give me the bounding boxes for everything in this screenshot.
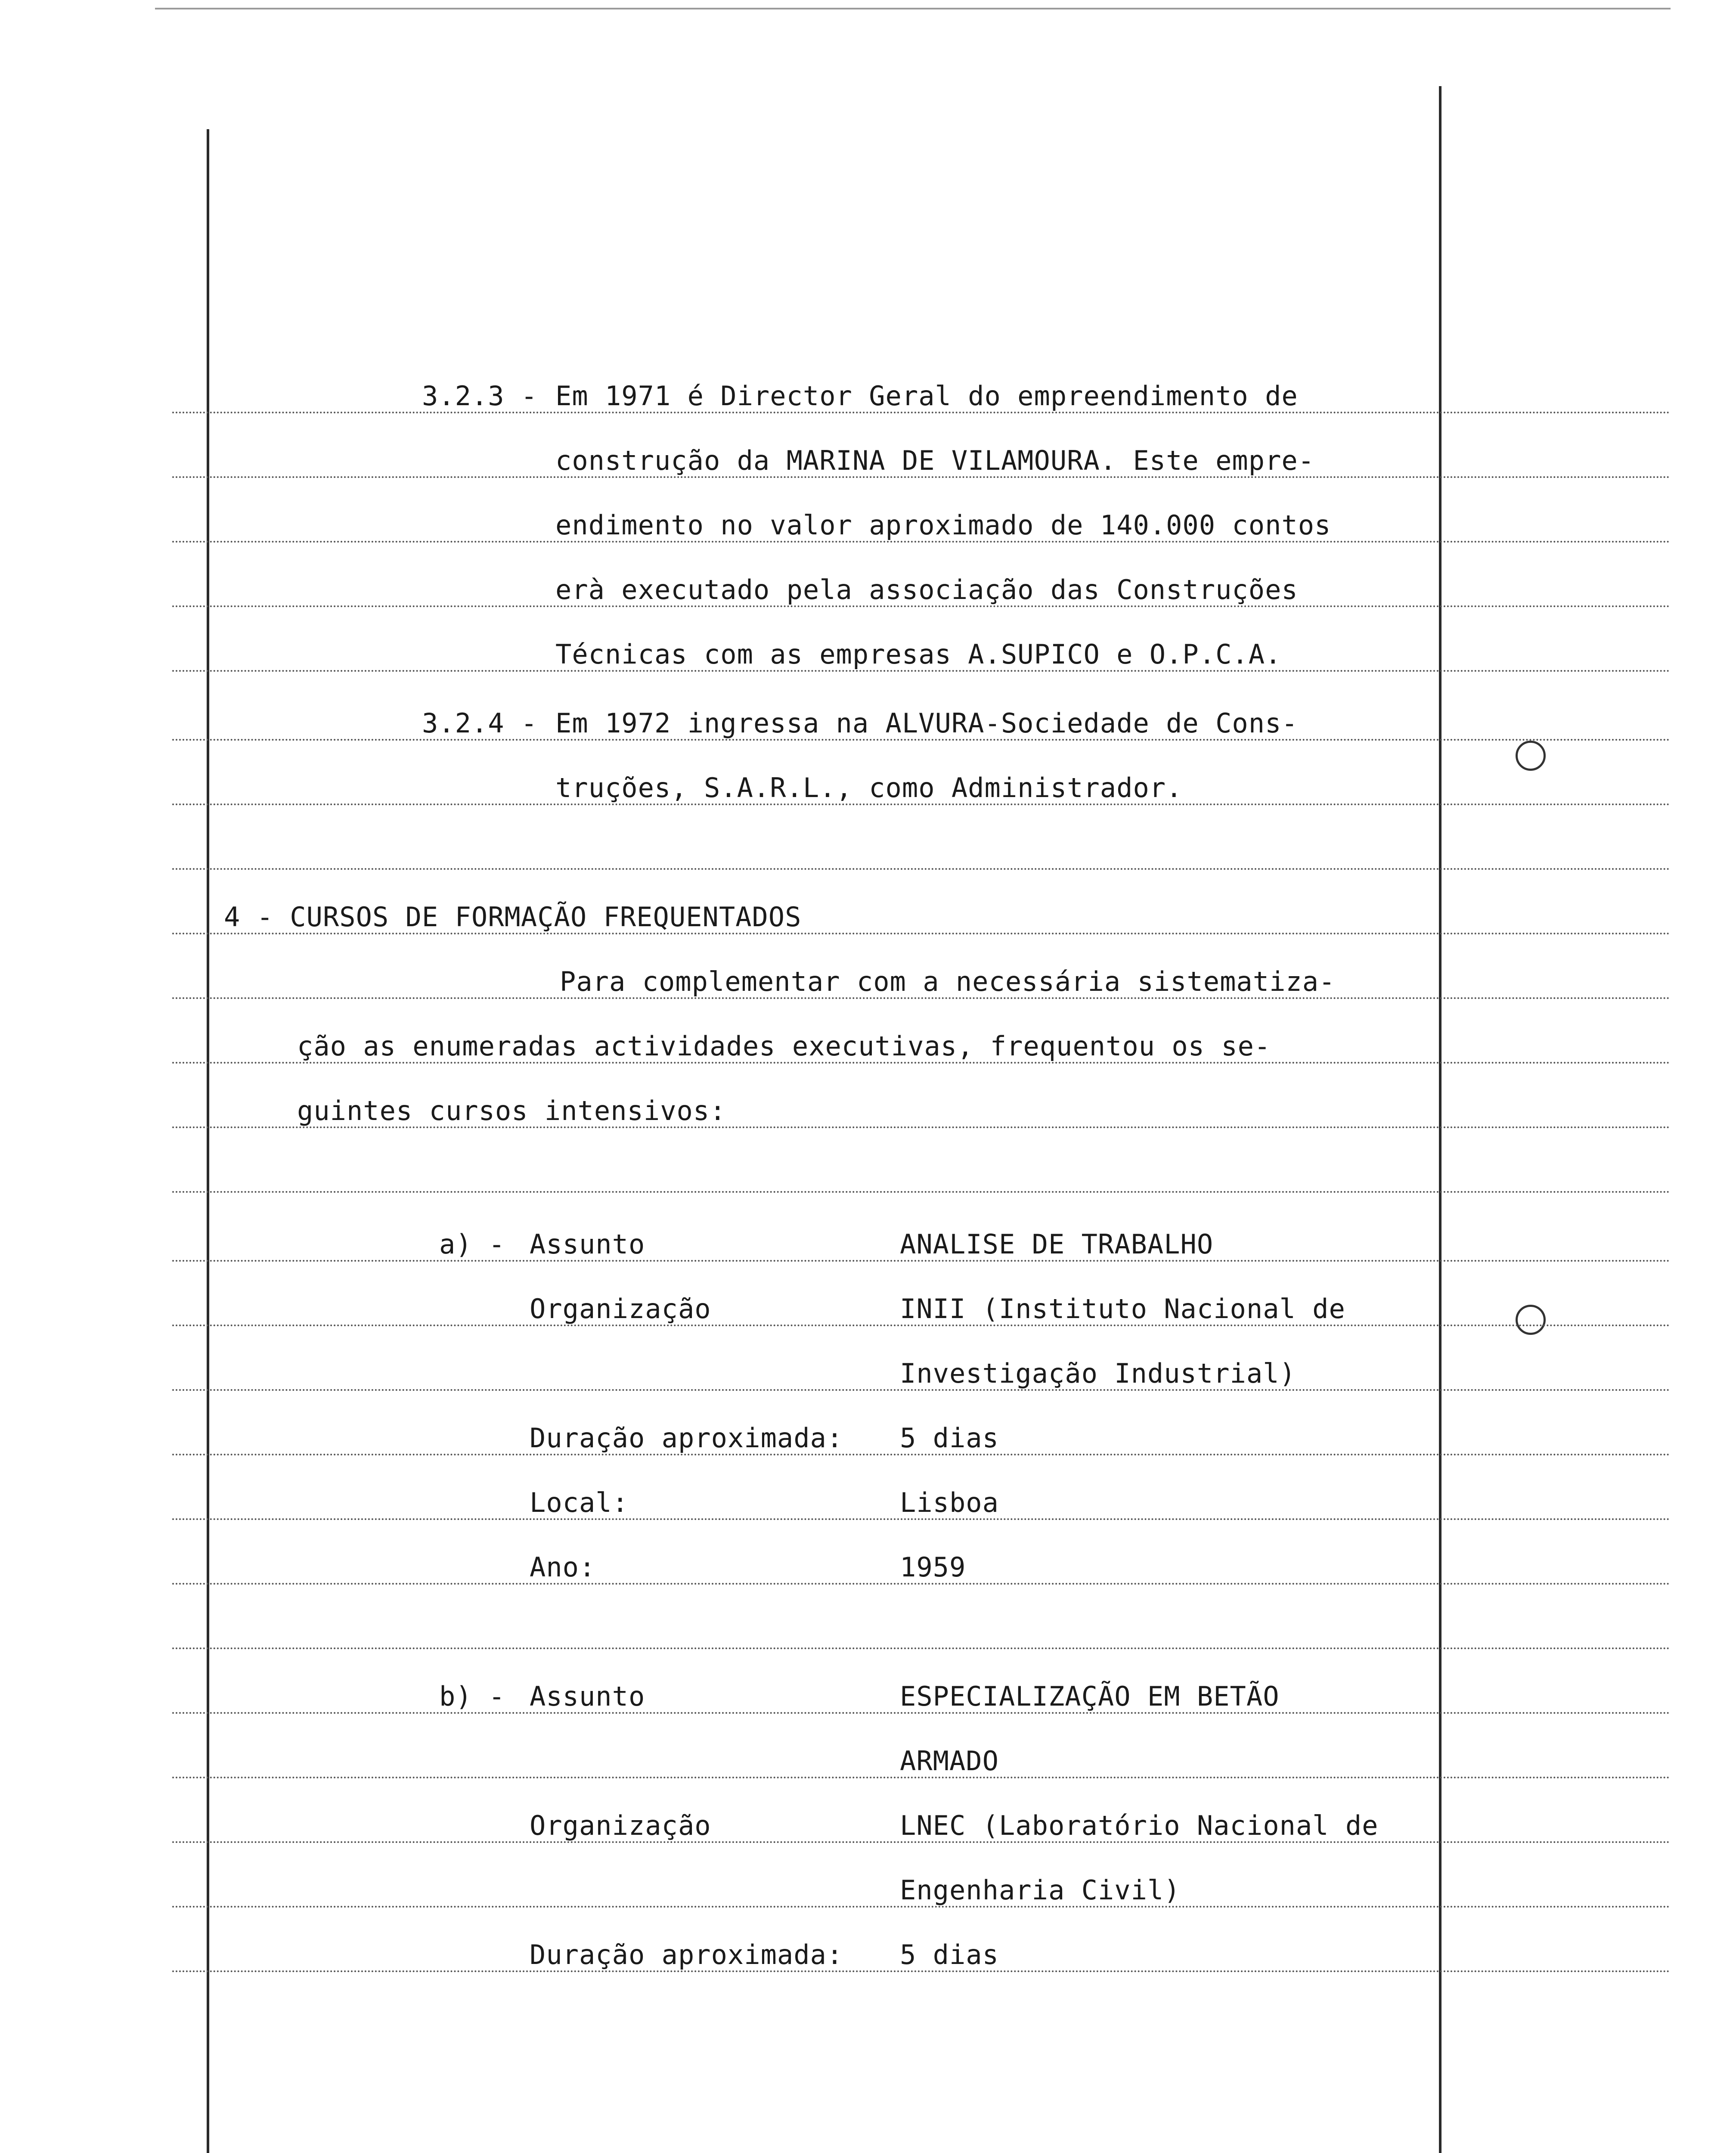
field-value: 5 dias — [900, 1422, 999, 1454]
intro-text-line: Para complementar com a necessária sistematiza- — [560, 966, 1336, 997]
right-margin-line — [1439, 86, 1442, 2153]
field-value: Lisboa — [900, 1487, 999, 1518]
field-value: Investigação Industrial) — [900, 1358, 1296, 1389]
field-value: ANALISE DE TRABALHO — [900, 1229, 1214, 1260]
item-number: 3.2.4 - — [422, 707, 538, 739]
section-heading: 4 - CURSOS DE FORMAÇÃO FREQUENTADOS — [224, 901, 802, 933]
item-text-line: Técnicas com as empresas A.SUPICO e O.P.C.A. — [555, 639, 1282, 670]
field-label: Duração aproximada: — [530, 1422, 843, 1454]
course-marker: b) - — [439, 1681, 505, 1712]
field-label: Organização — [530, 1810, 711, 1841]
intro-text-line: guintes cursos intensivos: — [297, 1095, 726, 1126]
field-value: INII (Instituto Nacional de — [900, 1293, 1345, 1325]
top-edge-rule — [155, 8, 1671, 9]
field-label: Ano: — [530, 1551, 596, 1583]
binder-hole-mark — [1516, 741, 1546, 771]
ruled-row — [172, 1191, 1671, 1193]
item-text-line: erà executado pela associação das Construções — [555, 574, 1298, 605]
ruled-row — [172, 868, 1671, 870]
left-margin-line — [207, 129, 209, 2153]
item-text-line: Em 1971 é Director Geral do empreendimento de — [555, 380, 1298, 412]
field-label: Local: — [530, 1487, 629, 1518]
field-value: Engenharia Civil) — [900, 1874, 1181, 1906]
field-label: Duração aproximada: — [530, 1939, 843, 1970]
ruled-row — [172, 1647, 1671, 1649]
item-number: 3.2.3 - — [422, 380, 538, 412]
item-text-line: Em 1972 ingressa na ALVURA-Sociedade de Cons- — [555, 707, 1298, 739]
item-text-line: construção da MARINA DE VILAMOURA. Este empre- — [555, 445, 1315, 476]
field-value: 1959 — [900, 1551, 966, 1583]
item-text-line: truções, S.A.R.L., como Administrador. — [555, 772, 1183, 803]
field-value: ARMADO — [900, 1745, 999, 1777]
field-label: Assunto — [530, 1681, 645, 1712]
binder-hole-mark — [1516, 1305, 1546, 1335]
field-value: ESPECIALIZAÇÃO EM BETÃO — [900, 1681, 1280, 1712]
field-value: LNEC (Laboratório Nacional de — [900, 1810, 1379, 1841]
item-text-line: endimento no valor aproximado de 140.000 contos — [555, 509, 1331, 541]
field-label: Organização — [530, 1293, 711, 1325]
course-marker: a) - — [439, 1229, 505, 1260]
intro-text-line: ção as enumeradas actividades executivas, frequentou os se- — [297, 1030, 1271, 1062]
field-value: 5 dias — [900, 1939, 999, 1970]
field-label: Assunto — [530, 1229, 645, 1260]
